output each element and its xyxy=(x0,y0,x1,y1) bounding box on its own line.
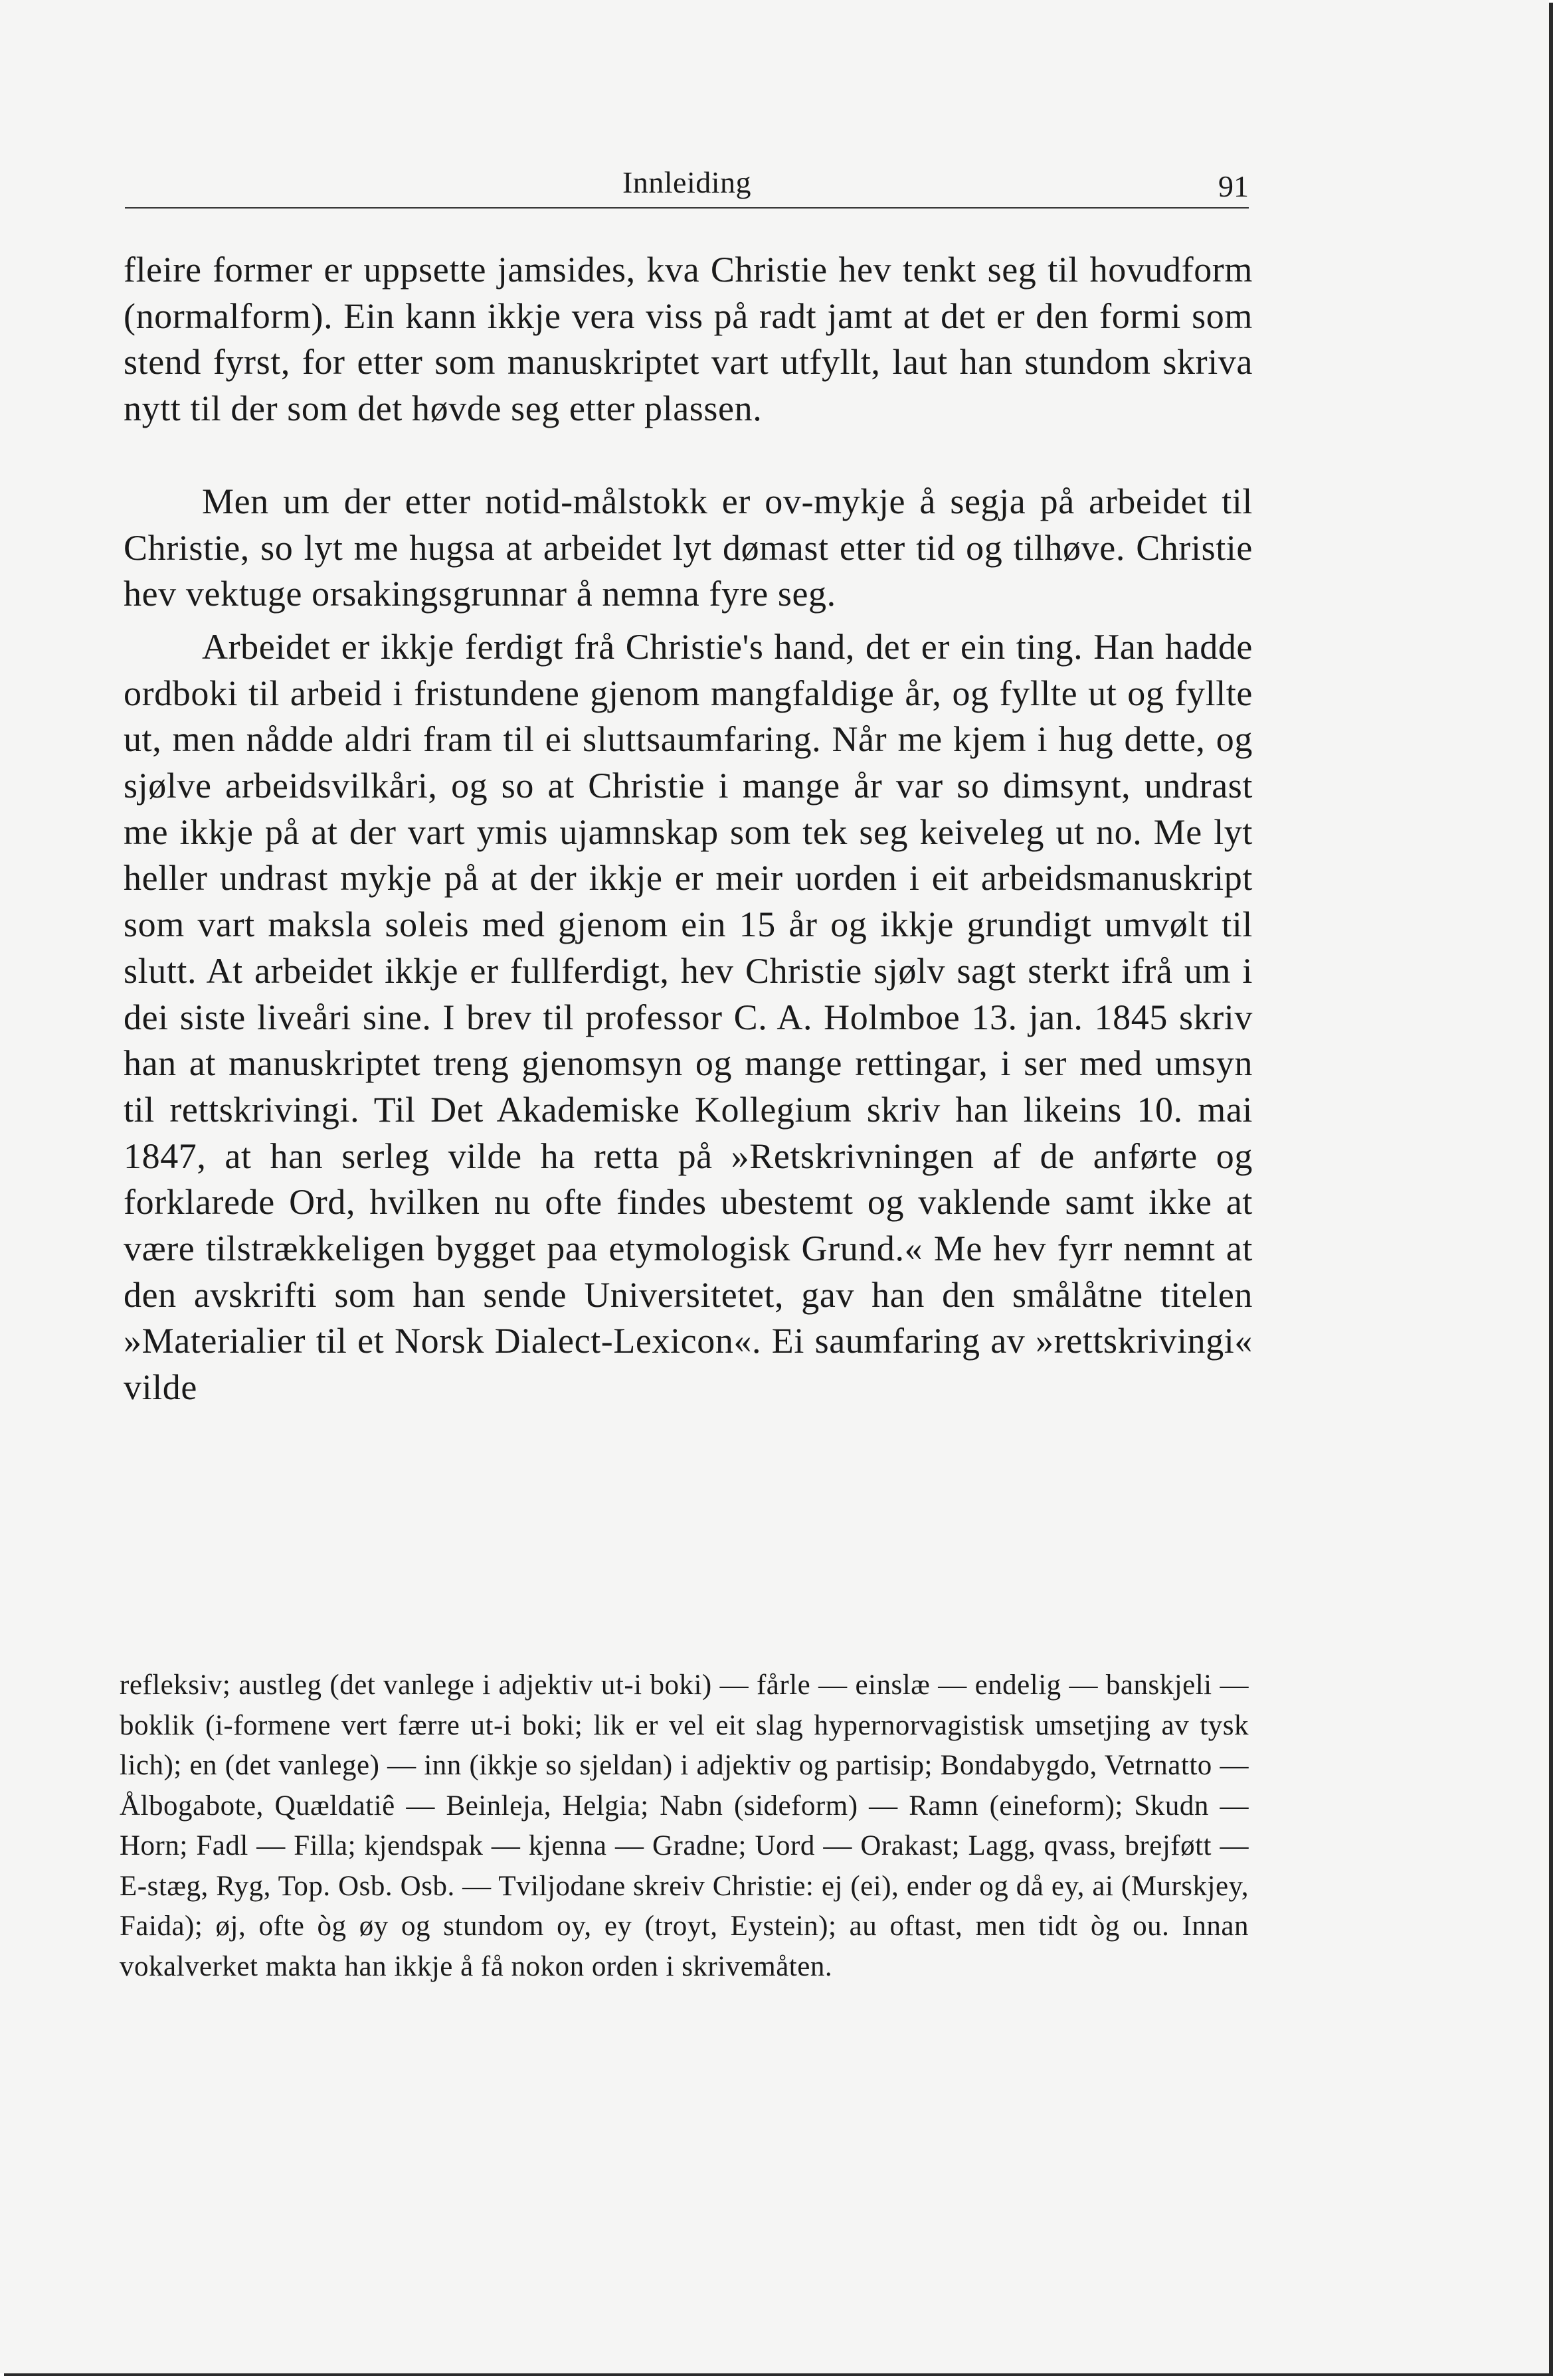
running-title: Innleiding xyxy=(622,165,752,199)
paragraph: Men um der etter notid-målstokk er ov-mykje å segja på arbeidet til Christie, so lyt me hugsa at arbeidet lyt dømast etter tid og tilhøve. Christie hev vektuge orsakingsgrunnar å nemna fyre seg. xyxy=(124,481,1253,614)
paragraph-continued: fleire former er uppsette jamsides, kva Christie hev tenkt seg til hovudform (normalform). Ein kann ikkje vera viss på radt jamt at det er den formi som stend fyrst, for etter som manuskriptet vart utfyllt, laut han stundom skriva nytt til der som det høvde seg etter plassen. xyxy=(124,250,1253,429)
header-rule xyxy=(125,207,1249,209)
page-header xyxy=(125,165,1249,205)
paragraph: Arbeidet er ikkje ferdigt frå Christie's hand, det er ein ting. Han hadde ordboki til arbeid i fristundene gjenom mangfaldige år, og fyllte ut og fyllte ut, men nådde aldri fram til ei sluttsaumfaring. Når me kjem i hug dette, og sjølve arbeidsvilkåri, og so at Christie i mange år var so dimsynt, undrast me ikkje på at der vart ymis ujamnskap som tek seg keiveleg ut no. Me lyt heller undrast mykje på at der ikkje er meir uorden i eit arbeidsmanuskript som vart maksla soleis med gjenom ein 15 år og ikkje grundigt umvølt til slutt. At arbeidet ikkje er fullferdigt, hev Christie sjølv sagt sterkt ifrå um i dei siste liveåri sine. I brev til professor C. A. Holmboe 13. jan. 1845 skriv han at manuskriptet treng gjenomsyn og mange rettingar, i ser med umsyn til rettskrivingi. Til Det Akademiske Kollegium skriv han likeins 10. mai 1847, at han serleg vilde ha retta på »Retskrivningen af de anførte og forklarede Ord, hvilken nu ofte findes ubestemt og vaklende samt ikke at være tilstrækkeligen bygget paa etymologisk Grund.« Me hev fyrr nemnt at den avskrifti som han sende Universitetet, gav han den smålåtne titelen »Materialier til et Norsk Dialect-Lexicon«. Ei saumfaring av »rettskrivingi« vilde xyxy=(124,626,1253,1408)
footnote-text: refleksiv; austleg (det vanlege i adjektiv ut-i boki) — fårle — einslæ — endelig — banskjeli — boklik (i-formene vert færre ut-i boki; lik er vel eit slag hypernorvagistisk umsetjing av tysk lich); en (det vanlege) — inn (ikkje so sjeldan) i adjektiv og partisip; Bondabygdo, Vetrnatto — Ålbogabote, Quældatiê — Beinleja, Helgia; Nabn (sideform) — Ramn (eineform); Skudn — Horn; Fadl — Filla; kjendspak — kjenna — Gradne; Uord — Orakast; Lagg, qvass, brejføtt — E-stæg, Ryg, Top. Osb. Osb. — Tviljodane skreiv Christie: ej (ei), ender og då ey, ai (Murskjey, Faida); øj, ofte òg øy og stundom oy, ey (troyt, Eystein); au oftast, men tidt òg ou. Innan vokalverket makta han ikkje å få nokon orden i skrivemåten. xyxy=(120,1669,1249,1982)
main-text xyxy=(124,247,1253,1411)
footnote xyxy=(120,1665,1249,1987)
page-number: 91 xyxy=(1218,169,1249,203)
